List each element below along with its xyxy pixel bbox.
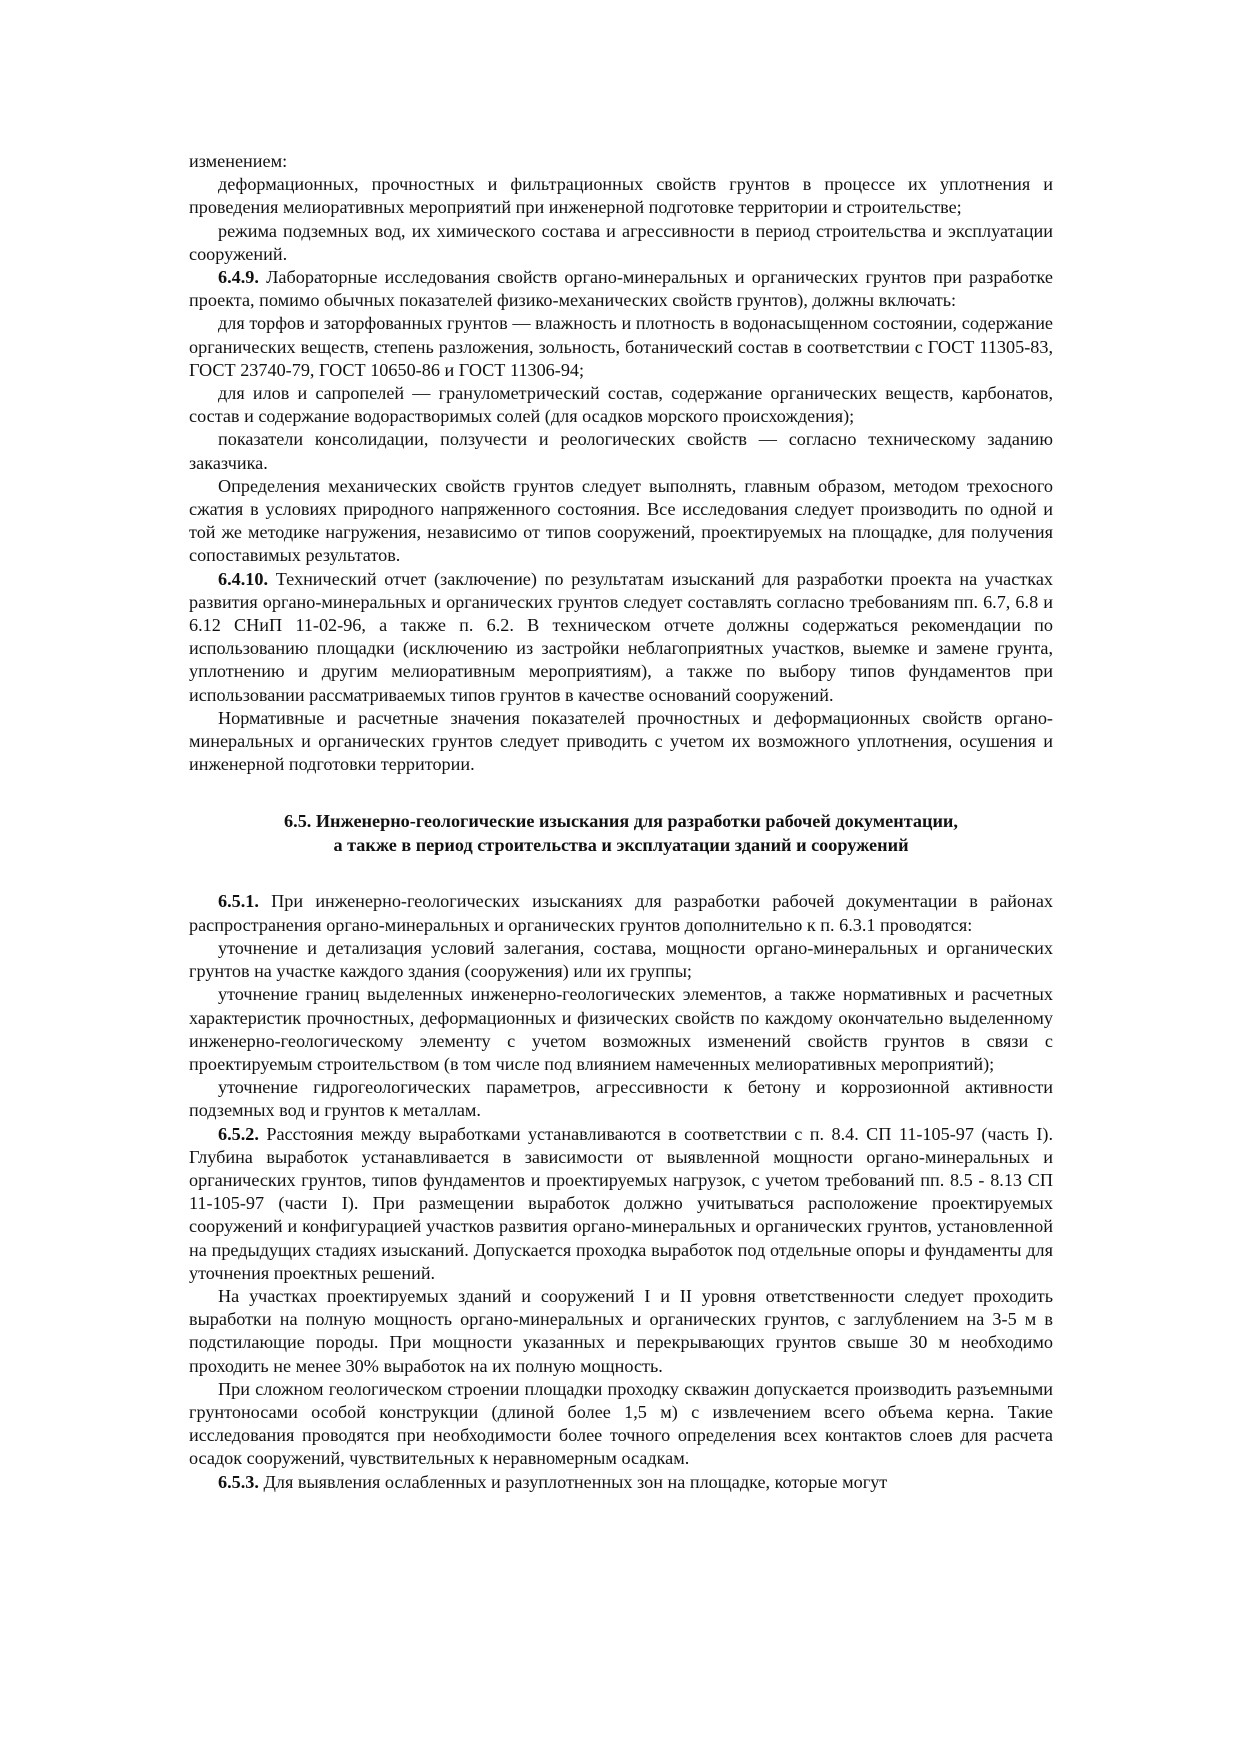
paragraph: [189, 1076, 1053, 1122]
paragraph-text: При инженерно-геологических изысканиях для разработки рабочей документации в районах распространения органо-минеральных и органических грунтов дополнительно к п. 6.3.1 проводятся:: [189, 891, 1053, 935]
paragraph: [189, 475, 1053, 568]
clause-number: 6.5.2.: [218, 1123, 259, 1144]
paragraph-text: для илов и сапропелей — гранулометрический состав, содержание органических веществ, карбонатов, состав и содержание водорастворимых солей (для осадков морского происхождения);: [189, 383, 1053, 427]
paragraph-text: Технический отчет (заключение) по результатам изысканий для разработки проекта на участках развития органо-минеральных и органических грунтов следует составлять согласно требованиям пп. 6.7, 6.8 и 6.12 СНиП 11-02-96, а также п. 6.2. В техническом отчете должны содержаться рекомендации по использованию площадки (исключению из застройки неблагоприятных участков, выемке и замене грунта, уплотнению и другим мелиоративным мероприятиям), а также по выбору типов фундаментов при использовании рассматриваемых типов грунтов в качестве оснований сооружений.: [189, 568, 1053, 705]
paragraph: [189, 382, 1053, 428]
paragraph-text: Лабораторные исследования свойств органо-минеральных и органических грунтов при разработке проекта, помимо обычных показателей физико-механических свойств грунтов), должны включать:: [189, 267, 1053, 311]
paragraph: [189, 568, 1053, 707]
clause-number: 6.4.9.: [218, 267, 259, 288]
paragraph-text: уточнение границ выделенных инженерно-геологических элементов, а также нормативных и расчетных характеристик прочностных, деформационных и физических свойств по каждому окончательно выделенному инженерно-геологическому элементу с учетом возможных изменений свойств грунтов в связи с проектируемым строительством (в том числе под влиянием намеченных мелиоративных мероприятий);: [189, 984, 1053, 1074]
paragraph: [189, 312, 1053, 382]
paragraph: [189, 150, 1053, 173]
clause-number: 6.5.1.: [218, 891, 259, 912]
clause-number: 6.5.3.: [218, 1471, 259, 1492]
paragraph-text: Расстояния между выработками устанавливаются в соответствии с п. 8.4. СП 11-105-97 (часть I). Глубина выработок устанавливается в зависимости от выявленной мощности органо-минеральных и органических грунтов, типов фундаментов и проектируемых нагрузок, с учетом требований пп. 8.5 - 8.13 СП 11-105-97 (части I). При размещении выработок должно учитываться расположение проектируемых сооружений и конфигурацией участков развития органо-минеральных и органических грунтов, установленной на предыдущих стадиях изысканий. Допускается проходка выработок под отдельные опоры и фундаменты для уточнения проектных решений.: [189, 1123, 1054, 1283]
paragraph: [189, 983, 1053, 1076]
section-heading-line-2: а также в период строительства и эксплуатации зданий и сооружений: [333, 835, 909, 856]
paragraph-text: На участках проектируемых зданий и сооружений I и II уровня ответственности следует проходить выработки на полную мощность органо-минеральных и органических грунтов, с заглублением на 3-5 м в подстилающие породы. При мощности указанных и перекрывающих грунтов свыше 30 м необходимо проходить не менее 30% выработок на их полную мощность.: [189, 1285, 1053, 1376]
paragraph: [189, 220, 1053, 266]
paragraph-text: уточнение гидрогеологических параметров, агрессивности к бетону и коррозионной активности подземных вод и грунтов к металлам.: [189, 1077, 1053, 1121]
paragraph: [189, 1378, 1053, 1471]
paragraph-text: уточнение и детализация условий залегания, состава, мощности органо-минеральных и органических грунтов на участке каждого здания (сооружения) или их группы;: [189, 937, 1053, 982]
text-block-6-4: [189, 150, 1053, 776]
paragraph-text: режима подземных вод, их химического состава и агрессивности в период строительства и эксплуатации сооружений.: [189, 220, 1053, 264]
paragraph-text: изменением:: [189, 151, 288, 171]
paragraph-text: для торфов и заторфованных грунтов — влажность и плотность в водонасыщенном состоянии, содержание органических веществ, степень разложения, зольность, ботанический состав в соответствии с ГОСТ 11305-83, ГОСТ 23740-79, ГОСТ 10650-86 и ГОСТ 11306-94;: [189, 313, 1053, 380]
paragraph: [189, 428, 1053, 474]
paragraph-text: показатели консолидации, ползучести и реологических свойств — согласно техническому заданию заказчика.: [189, 429, 1053, 473]
section-heading-6-5: [189, 809, 1053, 857]
paragraph: [189, 1285, 1053, 1378]
document-page: [189, 150, 1053, 1494]
paragraph: [189, 1471, 1053, 1494]
paragraph-text: Нормативные и расчетные значения показателей прочностных и деформационных свойств органо-минеральных и органических грунтов следует приводить с учетом их возможного уплотнения, осушения и инженерной подготовки территории.: [189, 707, 1053, 775]
paragraph: [189, 173, 1053, 219]
clause-number: 6.4.10.: [218, 568, 269, 589]
paragraph-text: деформационных, прочностных и фильтрационных свойств грунтов в процессе их уплотнения и проведения мелиоративных мероприятий при инженерной подготовке территории и строительстве;: [189, 174, 1053, 218]
paragraph: [189, 266, 1053, 312]
paragraph: [189, 890, 1053, 936]
section-heading-line-1: 6.5. Инженерно-геологические изыскания для разработки рабочей документации,: [284, 811, 958, 832]
paragraph-text: Для выявления ослабленных и разуплотненных зон на площадке, которые могут: [263, 1471, 888, 1492]
paragraph: [189, 1123, 1053, 1285]
paragraph: [189, 707, 1053, 777]
text-block-6-5: [189, 890, 1053, 1493]
paragraph: [189, 937, 1053, 983]
paragraph-text: Определения механических свойств грунтов следует выполнять, главным образом, методом трехосного сжатия в условиях природного напряженного состояния. Все исследования следует производить по одной и той же методике нагружения, независимо от типов сооружений, проектируемых на площадке, для получения сопоставимых результатов.: [189, 475, 1053, 566]
paragraph-text: При сложном геологическом строении площадки проходку скважин допускается производить разъемными грунтоносами особой конструкции (длиной более 1,5 м) с извлечением всего объема керна. Такие исследования проводятся при необходимости более точного определения всех контактов слоев для расчета осадок сооружений, чувствительных к неравномерным осадкам.: [189, 1378, 1053, 1469]
